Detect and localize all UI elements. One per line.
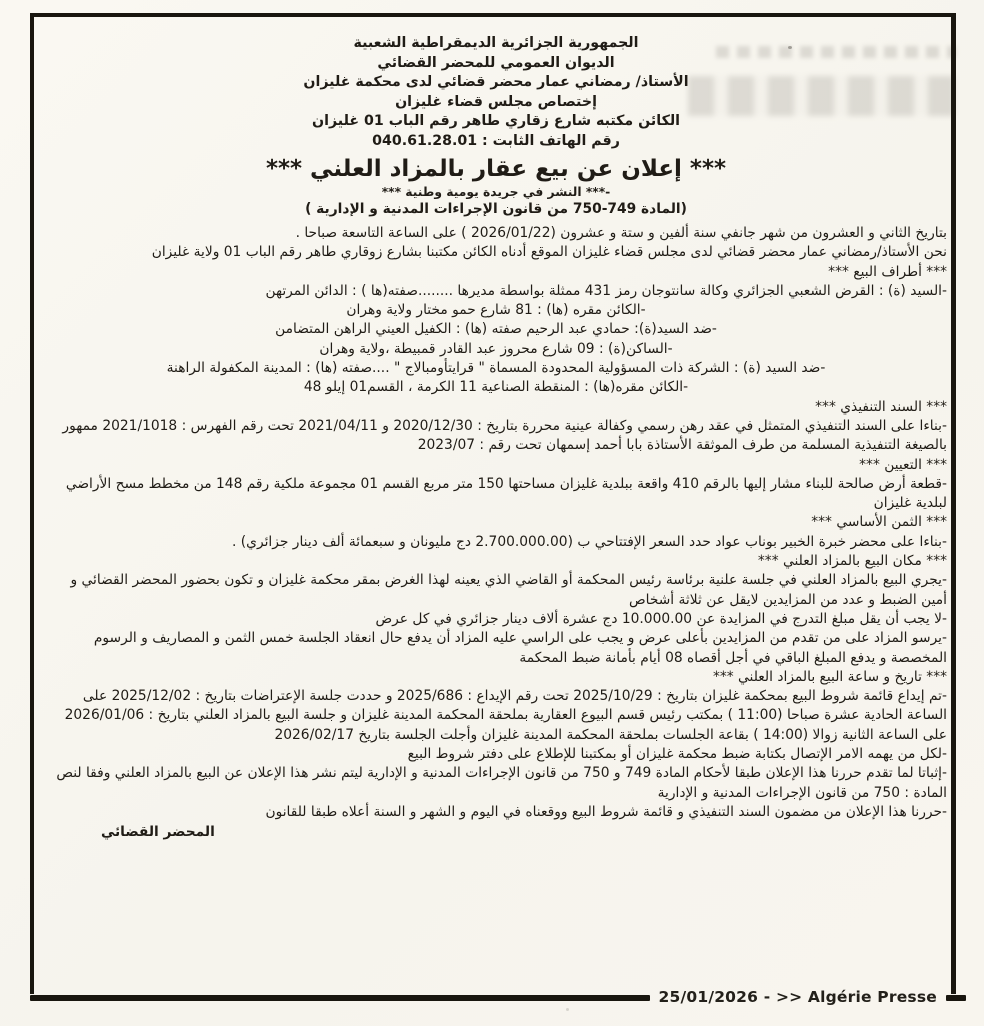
announcement-paragraph: -بناءا على محضر خبرة الخبير بوناب عواد حدد السعر الإفتتاحي ب (2.700.000.00 دج مليونان و سبعمائة ألف دينار جزائري) . — [232, 533, 947, 550]
announcement-paragraph: -ضد السيد(ة): حمادي عبد الرحيم صفته (ها) : الكفيل العيني الراهن المتضامن — [275, 321, 717, 338]
bailiff-office-header — [45, 34, 947, 151]
bailiff-signature: المحضر القضائي — [101, 824, 215, 841]
rule-line-right — [946, 995, 966, 1001]
announcement-paragraph: بتاريخ الثاني و العشرون من شهر جانفي سنة ألفين و ستة و عشرون (2026/01/22 ) على الساعة التاسعة صباحا . — [295, 225, 947, 241]
bottom-rule — [30, 989, 966, 1007]
announcement-paragraph: *** تاريخ و ساعة البيع بالمزاد العلني *** — [712, 668, 947, 685]
announcement-paragraph: -السيد (ة) : القرض الشعبي الجزائري وكالة سانتوجان رمز 431 ممثلة بواسطة مديرها ........صفته(ها ) : الدائن المرتهن — [265, 282, 947, 299]
header-line: إختصاص مجلس قضاء غليزان — [395, 93, 597, 110]
announcement-paragraph: *** أطراف البيع *** — [828, 263, 947, 280]
announcement-paragraph: *** مكان البيع بالمزاد العلني *** — [757, 553, 947, 570]
announcement-body — [45, 34, 947, 843]
announcement-title: *** إعلان عن بيع عقار بالمزاد العلني *** — [265, 156, 727, 182]
announcement-text — [45, 224, 947, 822]
announcement-paragraph: -إثباتا لما تقدم حررنا هذا الإعلان طبقا لأحكام المادة 749 و 750 من قانون الإجراءات المدنية و الإدارية ليتم نشر هذا الإعلان عن البيع بالمزاد العلني وفقا لنص المادة : 750 من قانون الإجراءات المدنية و الإدارية — [56, 765, 947, 801]
announcement-paragraph: -ضد السيد (ة) : الشركة ذات المسؤولية المحدودة المسماة " قرايتأومبالاج " ....صفته (ها) : المدينة المكفولة الراهنة — [166, 360, 826, 377]
announcement-paragraph: -الساكن(ة) : 09 شارع محروز عبد القادر قمبيطة ،ولاية وهران — [319, 340, 673, 357]
announcement-paragraph: -يجري البيع بالمزاد العلني في جلسة علنية برئاسة رئيس المحكمة أو القاضي الذي يعينه لهذا الغرض بمقر محكمة غليزان و تكون بحضور المحضر القضائي و أمين الضبط و عدد من المزايدين لايقل عن ثلاثة أشخاص — [70, 572, 947, 608]
announcement-paragraph: -بناءا على السند التنفيذي المتمثل في عقد رهن رسمي وكفالة عينية محررة بتاريخ : 2020/12/30 و 2021/04/11 تحت رقم الفهرس : 2021/1018 ممهور بالصيغة التنفيذية المسلمة من طرف الموثقة الأستاذة بابا أحمد إسمهان تحت رقم : 2023/07 — [62, 417, 947, 454]
header-line: الأستاذ/ رمضاني عمار محضر قضائي لدى محكمة غليزان — [303, 74, 689, 90]
header-line: الكائن مكتبه شارع زقاري طاهر رقم الباب 01 غليزان — [311, 113, 681, 129]
header-line: الديوان العمومي للمحضر القضائي — [377, 54, 615, 71]
announcement-paragraph: *** التعيين *** — [859, 456, 947, 473]
publication-note: -*** النشر في جريدة يومية وطنية *** — [381, 185, 611, 199]
announcement-paragraph: -قطعة أرض صالحة للبناء مشار إليها بالرقم 410 واقعة ببلدية غليزان مساحتها 150 متر مربع القسم 01 مجموعة ملكية رقم 148 من مخطط مسح الأراضي لبلدية غليزان — [65, 475, 947, 512]
announcement-paragraph: -الكائن مقره(ها) : المنقطة الصناعية 11 الكرمة ، القسم01 إيلو 48 — [303, 379, 689, 396]
announcement-paragraph: -لكل من يهمه الامر الإتصال بكتابة ضبط محكمة غليزان أو بمكتبنا للإطلاع على دفتر شروط البيع — [407, 746, 947, 763]
header-line: الجمهورية الجزائرية الديمقراطية الشعبية — [353, 35, 639, 51]
announcement-paragraph: *** الثمن الأساسي *** — [811, 514, 947, 531]
rule-line-left — [30, 995, 650, 1001]
scan-speck — [566, 1008, 569, 1011]
announcement-paragraph: -الكائن مقره (ها) : 81 شارع حمو مختار ولاية وهران — [346, 302, 646, 319]
announcement-paragraph: -تم إيداع قائمة شروط البيع بمحكمة غليزان بتاريخ : 2025/10/29 تحت رقم الإيداع : 2025/686 و حددت جلسة الإعتراضات بتاريخ : 2025/12/02 على الساعة الحادية عشرة صباحا (11:00 ) بمكتب رئيس قسم البيوع العقارية بملحقة المحكمة المدينة غليزان و جلسة البيع بالمزاد العلني بتاريخ : 2026/01/06 على الساعة الثانية زوالا (14:00 ) بقاعة الجلسات بملحقة المحكمة المدينة غليزان وأجلت الجلسة بتاريخ 2026/02/17 — [64, 688, 947, 743]
announcement-paragraph: -حررنا هذا الإعلان من مضمون السند التنفيذي و قائمة شروط البيع ووقعناه في اليوم و الشهر و السنة أعلاه طبقا للقانون — [265, 803, 947, 820]
legal-article-note: (المادة 749-750 من قانون الإجراءات المدنية و الإدارية ) — [305, 201, 687, 217]
announcement-paragraph: -لا يجب أن يقل مبلغ التدرج في المزايدة عن 10.000.00 دج عشرة ألاف دينار جزائري في كل عرض — [375, 610, 947, 627]
announcement-paragraph: نحن الأستاذ/رمضاني عمار محضر قضائي لدى مجلس قضاء غليزان الموقع أدناه الكائن مكتبنا بشارع زوقاري طاهر رقم الباب 01 ولاية غليزان — [151, 244, 947, 261]
announcement-paragraph: -يرسو المزاد على من تقدم من المزايدين بأعلى عرض و يجب على الراسي عليه المزاد أن يدفع حال انعقاد الجلسة خمس الثمن و المصاريف و الرسوم المخصصة و يدفع المبلغ الباقي في أجل أقصاه 08 أيام بأمانة ضبط المحكمة — [93, 630, 947, 666]
announcement-paragraph: *** السند التنفيذي *** — [815, 398, 947, 415]
header-line: رقم الهاتف الثابت : 040.61.28.01 — [372, 132, 620, 149]
press-credit: 25/01/2026 - >> Algérie Presse — [658, 988, 937, 1006]
